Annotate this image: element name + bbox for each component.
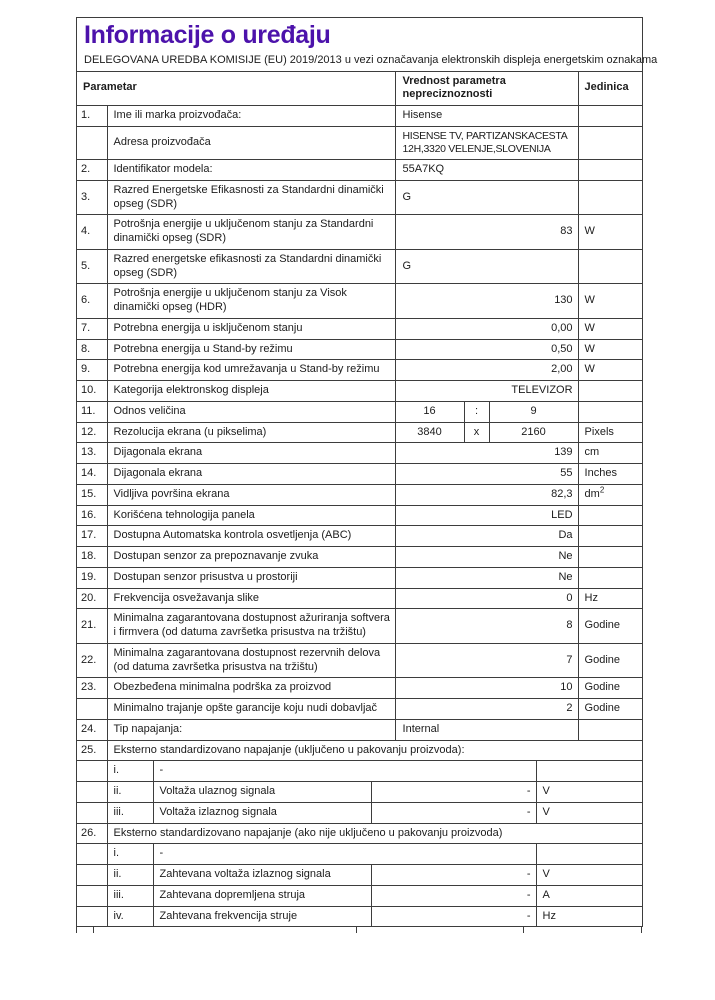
row-number: 16. <box>77 505 107 526</box>
table-row <box>77 381 642 402</box>
table-row <box>77 761 642 782</box>
table-row <box>77 180 642 215</box>
row-number: 22. <box>77 643 107 678</box>
sub-row-number: i. <box>107 844 153 865</box>
table-row <box>77 547 642 568</box>
row-number <box>77 885 107 906</box>
parameter-label: Minimalna zagarantovana dostupnost rezervnih delova (od datuma završetka prisustva na tržištu) <box>107 643 395 678</box>
parameter-unit <box>578 526 642 547</box>
parameter-value: - <box>371 865 536 886</box>
row-number: 18. <box>77 547 107 568</box>
parameter-unit <box>578 180 642 215</box>
parameter-label: Voltaža ulaznog signala <box>153 782 371 803</box>
sub-row-number: ii. <box>107 865 153 886</box>
card-header <box>77 18 658 71</box>
parameter-label: Razred energetske efikasnosti za Standardni dinamički opseg (SDR) <box>107 249 395 284</box>
parameter-value: 8 <box>395 609 578 644</box>
table-row <box>77 802 642 823</box>
row-number: 21. <box>77 609 107 644</box>
parameter-label: Dostupan senzor prisustva u prostoriji <box>107 567 395 588</box>
table-row <box>77 339 642 360</box>
parameter-label: Minimalna zagarantovana dostupnost ažuriranja softvera i firmvera (od datuma završetka prisustva na tržištu) <box>107 609 395 644</box>
parameter-label: Potrebna energija kod umrežavanja u Stand-by režimu <box>107 360 395 381</box>
parameter-label: Ime ili marka proizvođača: <box>107 106 395 127</box>
parameter-value: HISENSE TV, PARTIZANSKACESTA 12H,3320 VELENJE,SLOVENIJA <box>395 126 578 159</box>
parameter-unit: Godine <box>578 609 642 644</box>
table-header-row <box>77 72 642 106</box>
column-header-parameter: Parametar <box>77 72 395 106</box>
parameter-unit: W <box>578 339 642 360</box>
table-row <box>77 906 642 926</box>
parameter-value: LED <box>395 505 578 526</box>
parameter-value: 0,50 <box>395 339 578 360</box>
parameter-label: Dostupan senzor za prepoznavanje zvuka <box>107 547 395 568</box>
table-row <box>77 160 642 181</box>
parameter-value: 83 <box>395 215 578 250</box>
table-continuation-stub <box>93 926 94 933</box>
parameter-value: Da <box>395 526 578 547</box>
ratio-value-right: 2160 <box>489 422 578 443</box>
row-number: 23. <box>77 678 107 699</box>
parameter-value: 82,3 <box>395 484 578 505</box>
table-row <box>77 318 642 339</box>
parameter-value: Ne <box>395 547 578 568</box>
parameter-label: Dijagonala ekrana <box>107 464 395 485</box>
column-header-value: Vrednost parametra nepreciznoznosti <box>395 72 578 106</box>
device-parameters-table <box>77 72 642 927</box>
table-row <box>77 643 642 678</box>
sub-row-number: iv. <box>107 906 153 926</box>
parameter-value: Hisense <box>395 106 578 127</box>
parameter-unit: W <box>578 318 642 339</box>
parameter-label: Frekvencija osvežavanja slike <box>107 588 395 609</box>
parameter-label: Voltaža izlaznog signala <box>153 802 371 823</box>
parameter-label: Vidljiva površina ekrana <box>107 484 395 505</box>
row-number: 10. <box>77 381 107 402</box>
parameter-unit <box>536 761 642 782</box>
parameter-label: Dostupna Automatska kontrola osvetljenja (ABC) <box>107 526 395 547</box>
table-wrap <box>77 71 642 927</box>
table-continuation-stub <box>523 926 524 933</box>
parameter-value: 7 <box>395 643 578 678</box>
ratio-value-left: 3840 <box>395 422 464 443</box>
parameter-value: - <box>371 885 536 906</box>
table-continuation-stub <box>76 926 77 933</box>
parameter-unit <box>578 160 642 181</box>
row-number <box>77 865 107 886</box>
table-row <box>77 422 642 443</box>
parameter-label: Identifikator modela: <box>107 160 395 181</box>
section-label: Eksterno standardizovano napajanje (uključeno u pakovanju proizvoda): <box>107 740 642 761</box>
table-row <box>77 844 642 865</box>
parameter-unit <box>578 249 642 284</box>
parameter-unit: V <box>536 802 642 823</box>
table-row <box>77 284 642 319</box>
ratio-value-left: 16 <box>395 401 464 422</box>
parameter-unit <box>578 547 642 568</box>
row-number: 12. <box>77 422 107 443</box>
table-row <box>77 782 642 803</box>
parameter-label: Adresa proizvođača <box>107 126 395 159</box>
parameter-unit: V <box>536 865 642 886</box>
parameter-label: Zahtevana frekvencija struje <box>153 906 371 926</box>
table-row <box>77 609 642 644</box>
row-number: 9. <box>77 360 107 381</box>
table-row <box>77 443 642 464</box>
sub-row-number: i. <box>107 761 153 782</box>
row-number: 3. <box>77 180 107 215</box>
row-number <box>77 906 107 926</box>
row-number <box>77 782 107 803</box>
parameter-label: Potrošnja energije u uključenom stanju za Standardni dinamički opseg (SDR) <box>107 215 395 250</box>
table-row <box>77 865 642 886</box>
parameter-label: Potrebna energija u isključenom stanju <box>107 318 395 339</box>
row-number <box>77 802 107 823</box>
parameter-value: Ne <box>395 567 578 588</box>
table-row <box>77 126 642 159</box>
row-number: 11. <box>77 401 107 422</box>
row-number: 25. <box>77 740 107 761</box>
parameter-unit: W <box>578 360 642 381</box>
table-row <box>77 885 642 906</box>
table-row <box>77 699 642 720</box>
ratio-value-right: 9 <box>489 401 578 422</box>
table-continuation-stub <box>641 926 642 933</box>
parameter-unit: Inches <box>578 464 642 485</box>
parameter-value: G <box>395 249 578 284</box>
row-number <box>77 699 107 720</box>
sub-row-number: ii. <box>107 782 153 803</box>
parameter-unit: V <box>536 782 642 803</box>
device-info-card <box>76 17 658 927</box>
parameter-unit <box>578 567 642 588</box>
sub-row-number: iii. <box>107 802 153 823</box>
parameter-value: 0,00 <box>395 318 578 339</box>
row-number: 14. <box>77 464 107 485</box>
table-row <box>77 588 642 609</box>
parameter-unit <box>578 719 642 740</box>
parameter-label: Kategorija elektronskog displeja <box>107 381 395 402</box>
row-number: 13. <box>77 443 107 464</box>
column-header-unit: Jedinica <box>578 72 642 106</box>
section-label: Eksterno standardizovano napajanje (ako nije uključeno u pakovanju proizvoda) <box>107 823 642 844</box>
ratio-separator: x <box>464 422 489 443</box>
parameter-value: Internal <box>395 719 578 740</box>
parameter-value: 130 <box>395 284 578 319</box>
page-title: Informacije o uređaju <box>84 21 331 49</box>
row-number: 26. <box>77 823 107 844</box>
row-number <box>77 844 107 865</box>
row-number <box>77 761 107 782</box>
table-row <box>77 719 642 740</box>
parameter-unit <box>536 844 642 865</box>
parameter-value: 0 <box>395 588 578 609</box>
parameter-unit <box>578 106 642 127</box>
parameter-unit: Hz <box>536 906 642 926</box>
parameter-label: Korišćena tehnologija panela <box>107 505 395 526</box>
parameter-value: G <box>395 180 578 215</box>
row-number: 7. <box>77 318 107 339</box>
table-row <box>77 567 642 588</box>
parameter-value: TELEVIZOR <box>395 381 578 402</box>
parameter-unit: Godine <box>578 678 642 699</box>
parameter-table-body <box>77 106 642 927</box>
parameter-value: - <box>371 802 536 823</box>
parameter-unit <box>578 381 642 402</box>
row-number: 8. <box>77 339 107 360</box>
row-number <box>77 126 107 159</box>
row-number: 2. <box>77 160 107 181</box>
row-number: 5. <box>77 249 107 284</box>
table-row <box>77 505 642 526</box>
ratio-separator: : <box>464 401 489 422</box>
parameter-unit <box>578 126 642 159</box>
table-row <box>77 526 642 547</box>
row-number: 17. <box>77 526 107 547</box>
table-row <box>77 484 642 505</box>
table-row <box>77 106 642 127</box>
parameter-unit: W <box>578 215 642 250</box>
regulation-subtitle: DELEGOVANA UREDBA KOMISIJE (EU) 2019/2013 u vezi označavanja elektronskih displeja energetskim oznakama <box>84 53 658 66</box>
row-number: 6. <box>77 284 107 319</box>
parameter-unit: A <box>536 885 642 906</box>
table-row <box>77 360 642 381</box>
parameter-unit: Godine <box>578 699 642 720</box>
parameter-unit: Pixels <box>578 422 642 443</box>
parameter-value: - <box>371 782 536 803</box>
parameter-unit <box>578 401 642 422</box>
parameter-label: Tip napajanja: <box>107 719 395 740</box>
sub-row-number: iii. <box>107 885 153 906</box>
table-continuation-stub <box>356 926 357 933</box>
table-row <box>77 249 642 284</box>
parameter-value: 55A7KQ <box>395 160 578 181</box>
parameter-label: Zahtevana dopremljena struja <box>153 885 371 906</box>
parameter-unit: $dm^2$ <box>578 484 642 505</box>
parameter-unit: Hz <box>578 588 642 609</box>
parameter-unit: Godine <box>578 643 642 678</box>
parameter-value: 2,00 <box>395 360 578 381</box>
parameter-label: Dijagonala ekrana <box>107 443 395 464</box>
parameter-label: Odnos veličina <box>107 401 395 422</box>
row-number: 15. <box>77 484 107 505</box>
parameter-label: Zahtevana voltaža izlaznog signala <box>153 865 371 886</box>
parameter-value: 139 <box>395 443 578 464</box>
row-number: 1. <box>77 106 107 127</box>
dash-value: - <box>153 844 536 865</box>
table-continuation-stubs <box>76 926 643 934</box>
parameter-value: 2 <box>395 699 578 720</box>
parameter-label: Obezbeđena minimalna podrška za proizvod <box>107 678 395 699</box>
section-row <box>77 823 642 844</box>
parameter-label: Potrošnja energije u uključenom stanju za Visok dinamički opseg (HDR) <box>107 284 395 319</box>
row-number: 4. <box>77 215 107 250</box>
table-row <box>77 215 642 250</box>
table-row <box>77 678 642 699</box>
section-row <box>77 740 642 761</box>
parameter-label: Rezolucija ekrana (u pikselima) <box>107 422 395 443</box>
row-number: 19. <box>77 567 107 588</box>
dash-value: - <box>153 761 536 782</box>
parameter-label: Razred Energetske Efikasnosti za Standardni dinamički opseg (SDR) <box>107 180 395 215</box>
row-number: 20. <box>77 588 107 609</box>
parameter-unit: cm <box>578 443 642 464</box>
parameter-value: 55 <box>395 464 578 485</box>
parameter-unit: W <box>578 284 642 319</box>
parameter-label: Minimalno trajanje opšte garancije koju nudi dobavljač <box>107 699 395 720</box>
parameter-value: 10 <box>395 678 578 699</box>
row-number: 24. <box>77 719 107 740</box>
parameter-label: Potrebna energija u Stand-by režimu <box>107 339 395 360</box>
table-row <box>77 464 642 485</box>
table-row <box>77 401 642 422</box>
parameter-unit <box>578 505 642 526</box>
parameter-value: - <box>371 906 536 926</box>
